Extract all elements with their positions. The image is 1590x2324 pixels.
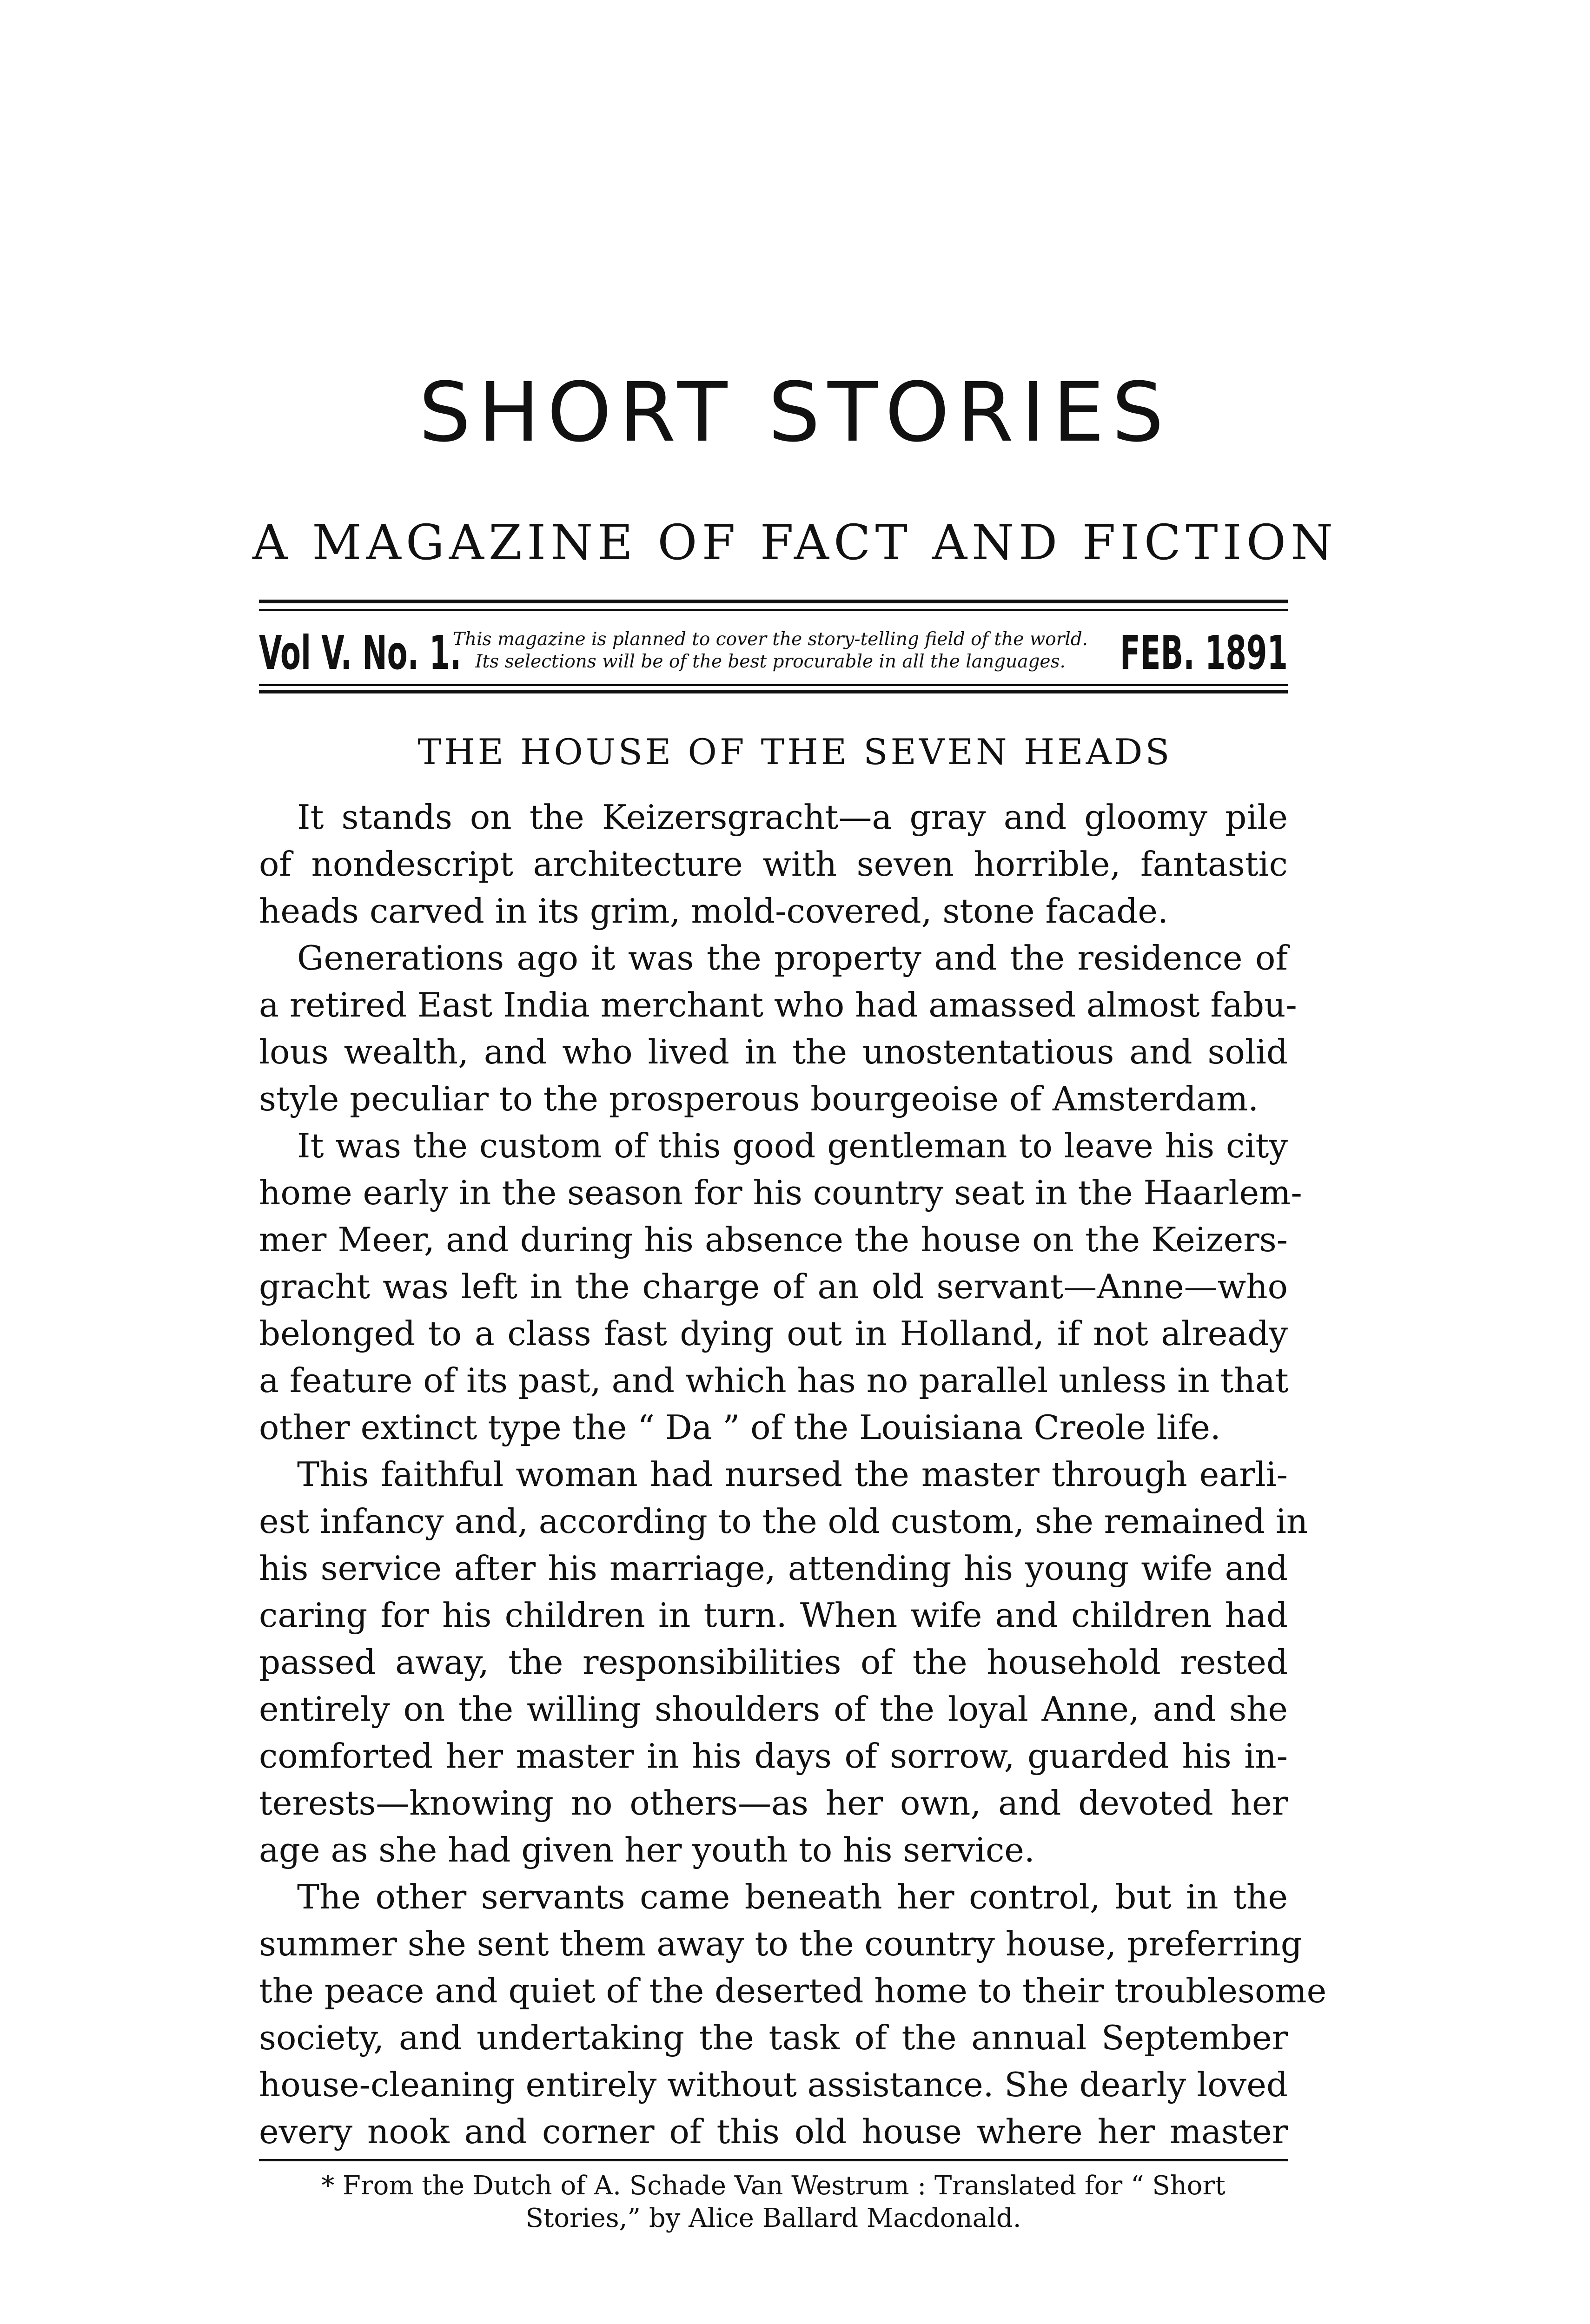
masthead-top-rule-thin: [259, 609, 1288, 611]
body-line: It stands on the Keizersgracht—a gray and gloomy pile: [297, 798, 1288, 837]
body-line: est infancy and, according to the old custom, she remained in: [259, 1502, 1308, 1541]
volume-number: Vol V. No. 1.: [259, 626, 462, 680]
body-line: The other servants came beneath her control, but in the: [297, 1877, 1288, 1916]
magazine-subtitle: A MAGAZINE OF FACT AND FICTION: [252, 514, 1338, 571]
body-line: entirely on the willing shoulders of the loyal Anne, and she: [259, 1690, 1288, 1729]
body-line: passed away, the responsibilities of the household rested: [259, 1643, 1288, 1682]
masthead-tagline: [436, 628, 1105, 673]
body-line: mer Meer, and during his absence the house on the Keizers-: [259, 1220, 1288, 1259]
body-line: age as she had given her youth to his service.: [259, 1830, 1035, 1869]
body-line: society, and undertaking the task of the annual September: [259, 2018, 1288, 2057]
footnote-line-2: Stories,” by Alice Ballard Macdonald.: [525, 2203, 1021, 2233]
body-line: the peace and quiet of the deserted home to their troublesome: [259, 1971, 1327, 2010]
issue-date: FEB. 1891: [1120, 626, 1288, 680]
footnote-rule: [259, 2159, 1288, 2161]
body-line: heads carved in its grim, mold-covered, stone facade.: [259, 891, 1168, 931]
body-line: a retired East India merchant who had amassed almost fabu-: [259, 985, 1297, 1024]
body-line: gracht was left in the charge of an old servant—Anne—who: [259, 1267, 1288, 1306]
masthead-top-rule-thick: [259, 600, 1288, 603]
tagline-line-2: Its selections will be of the best procurable in all the languages.: [475, 651, 1066, 672]
masthead-bottom-rule-thin: [259, 684, 1288, 686]
masthead: [259, 618, 1288, 688]
body-line: It was the custom of this good gentleman to leave his city: [297, 1126, 1288, 1165]
body-line: lous wealth, and who lived in the unostentatious and solid: [259, 1032, 1288, 1071]
magazine-title: SHORT STORIES: [418, 365, 1172, 460]
body-line: This faithful woman had nursed the master through earli-: [297, 1455, 1288, 1494]
body-line: other extinct type the “ Da ” of the Louisiana Creole life.: [259, 1408, 1221, 1447]
body-line: summer she sent them away to the country house, preferring: [259, 1924, 1302, 1963]
body-line: belonged to a class fast dying out in Holland, if not already: [259, 1314, 1288, 1353]
body-line: comforted her master in his days of sorrow, guarded his in-: [259, 1736, 1288, 1776]
story-body: [259, 794, 1327, 2155]
footnote: [259, 2170, 1288, 2235]
masthead-bottom-rule-thick: [259, 690, 1288, 693]
body-line: terests—knowing no others—as her own, and devoted her: [259, 1783, 1288, 1822]
body-line: Generations ago it was the property and the residence of: [297, 938, 1288, 977]
body-line: his service after his marriage, attending his young wife and: [259, 1549, 1288, 1588]
body-line: style peculiar to the prosperous bourgeoise of Amsterdam.: [259, 1079, 1259, 1118]
body-line: home early in the season for his country seat in the Haarlem-: [259, 1173, 1302, 1212]
story-title: THE HOUSE OF THE SEVEN HEADS: [417, 731, 1173, 772]
footnote-line-1: * From the Dutch of A. Schade Van Westrum : Translated for “ Short: [321, 2171, 1226, 2201]
tagline-line-1: This magazine is planned to cover the story-telling field of the world.: [452, 629, 1088, 650]
body-line: caring for his children in turn. When wife and children had: [259, 1596, 1288, 1635]
body-line: every nook and corner of this old house where her master: [259, 2112, 1288, 2151]
body-line: of nondescript architecture with seven horrible, fantastic: [259, 845, 1288, 884]
body-line: house-cleaning entirely without assistance. She dearly loved: [259, 2065, 1288, 2104]
body-line: a feature of its past, and which has no parallel unless in that: [259, 1361, 1289, 1400]
